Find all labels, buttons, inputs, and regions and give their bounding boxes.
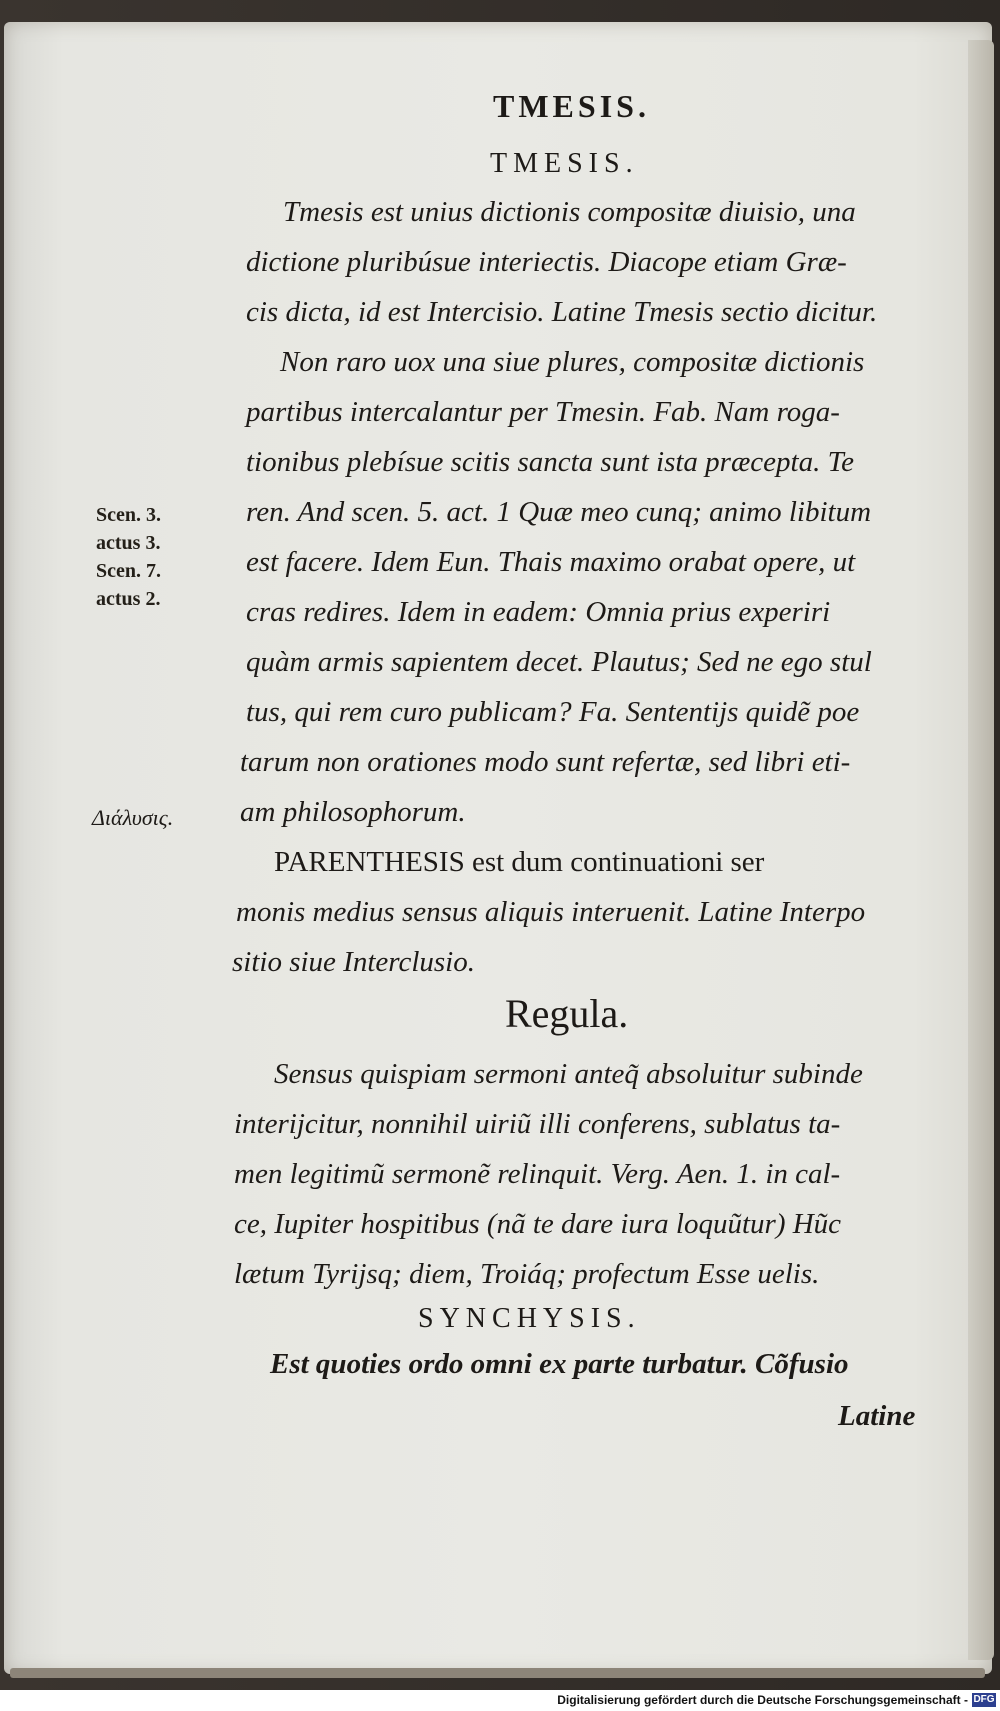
text-line: quàm armis sapientem decet. Plautus; Sed ne ego stul xyxy=(246,646,872,678)
text-line: sitio siue Interclusio. xyxy=(232,946,475,978)
text-line: tionibus plebísue scitis sancta sunt ista præcepta. Te xyxy=(246,446,854,478)
footer-credit: Digitalisierung gefördert durch die Deutsche Forschungsgemeinschaft - xyxy=(557,1693,968,1707)
text-line: tarum non orationes modo sunt refertæ, sed libri eti- xyxy=(240,746,851,778)
text-line: Est quoties ordo omni ex parte turbatur. Cõfusio xyxy=(270,1348,849,1380)
margin-note: Scen. 7. xyxy=(96,560,161,582)
digitization-footer xyxy=(0,1690,1000,1711)
regula-heading: Regula. xyxy=(505,991,629,1036)
text-line: men legitimũ sermonẽ relinquit. Verg. Aen. 1. in cal- xyxy=(234,1158,841,1190)
text-line: monis medius sensus aliquis interuenit. Latine Interpo xyxy=(236,896,866,928)
text-line: ren. And scen. 5. act. 1 Quæ meo cunq; animo libitum xyxy=(246,496,872,528)
page-bottom-edge xyxy=(10,1668,985,1678)
page-edge xyxy=(968,40,994,1660)
text-line: Sensus quispiam sermoni anteq̃ absoluitur subinde xyxy=(274,1058,863,1090)
text-line: dictione pluribúsue interiectis. Diacope etiam Græ- xyxy=(246,246,847,278)
section-title-tmesis: TMESIS. xyxy=(490,148,639,179)
text-line: est facere. Idem Eun. Thais maximo orabat opere, ut xyxy=(246,546,856,578)
text-line: Non raro uox una siue plures, compositæ dictionis xyxy=(280,346,865,378)
text-line: cras redires. Idem in eadem: Omnia prius experiri xyxy=(246,596,831,628)
margin-note: actus 2. xyxy=(96,588,161,610)
text-line: Tmesis est unius dictionis compositæ diuisio, una xyxy=(283,196,856,228)
margin-note: Scen. 3. xyxy=(96,504,161,526)
text-line: PARENTHESIS est dum continuationi ser xyxy=(274,846,765,878)
text-line: interijcitur, nonnihil uiriũ illi conferens, sublatus ta- xyxy=(234,1108,841,1140)
dfg-logo-icon: DFG xyxy=(973,1694,995,1705)
text-line: tus, qui rem curo publicam? Fa. Sententijs quidẽ poe xyxy=(246,696,860,728)
text-line: lætum Tyrijsq; diem, Troiáq; profectum Esse uelis. xyxy=(234,1258,820,1290)
margin-note-greek: Διάλυσις. xyxy=(92,805,174,830)
running-header: TMESIS. xyxy=(493,88,650,124)
catchword: Latine xyxy=(838,1400,916,1432)
section-title-synchysis: SYNCHYSIS. xyxy=(418,1303,641,1334)
text-line: partibus intercalantur per Tmesin. Fab. Nam roga- xyxy=(246,396,840,428)
text-line: am philosophorum. xyxy=(240,796,466,828)
text-line: ce, Iupiter hospitibus (nã te dare iura loquũtur) Hũc xyxy=(234,1208,842,1240)
margin-note: actus 3. xyxy=(96,532,161,554)
text-line: cis dicta, id est Intercisio. Latine Tmesis sectio dicitur. xyxy=(246,296,878,328)
